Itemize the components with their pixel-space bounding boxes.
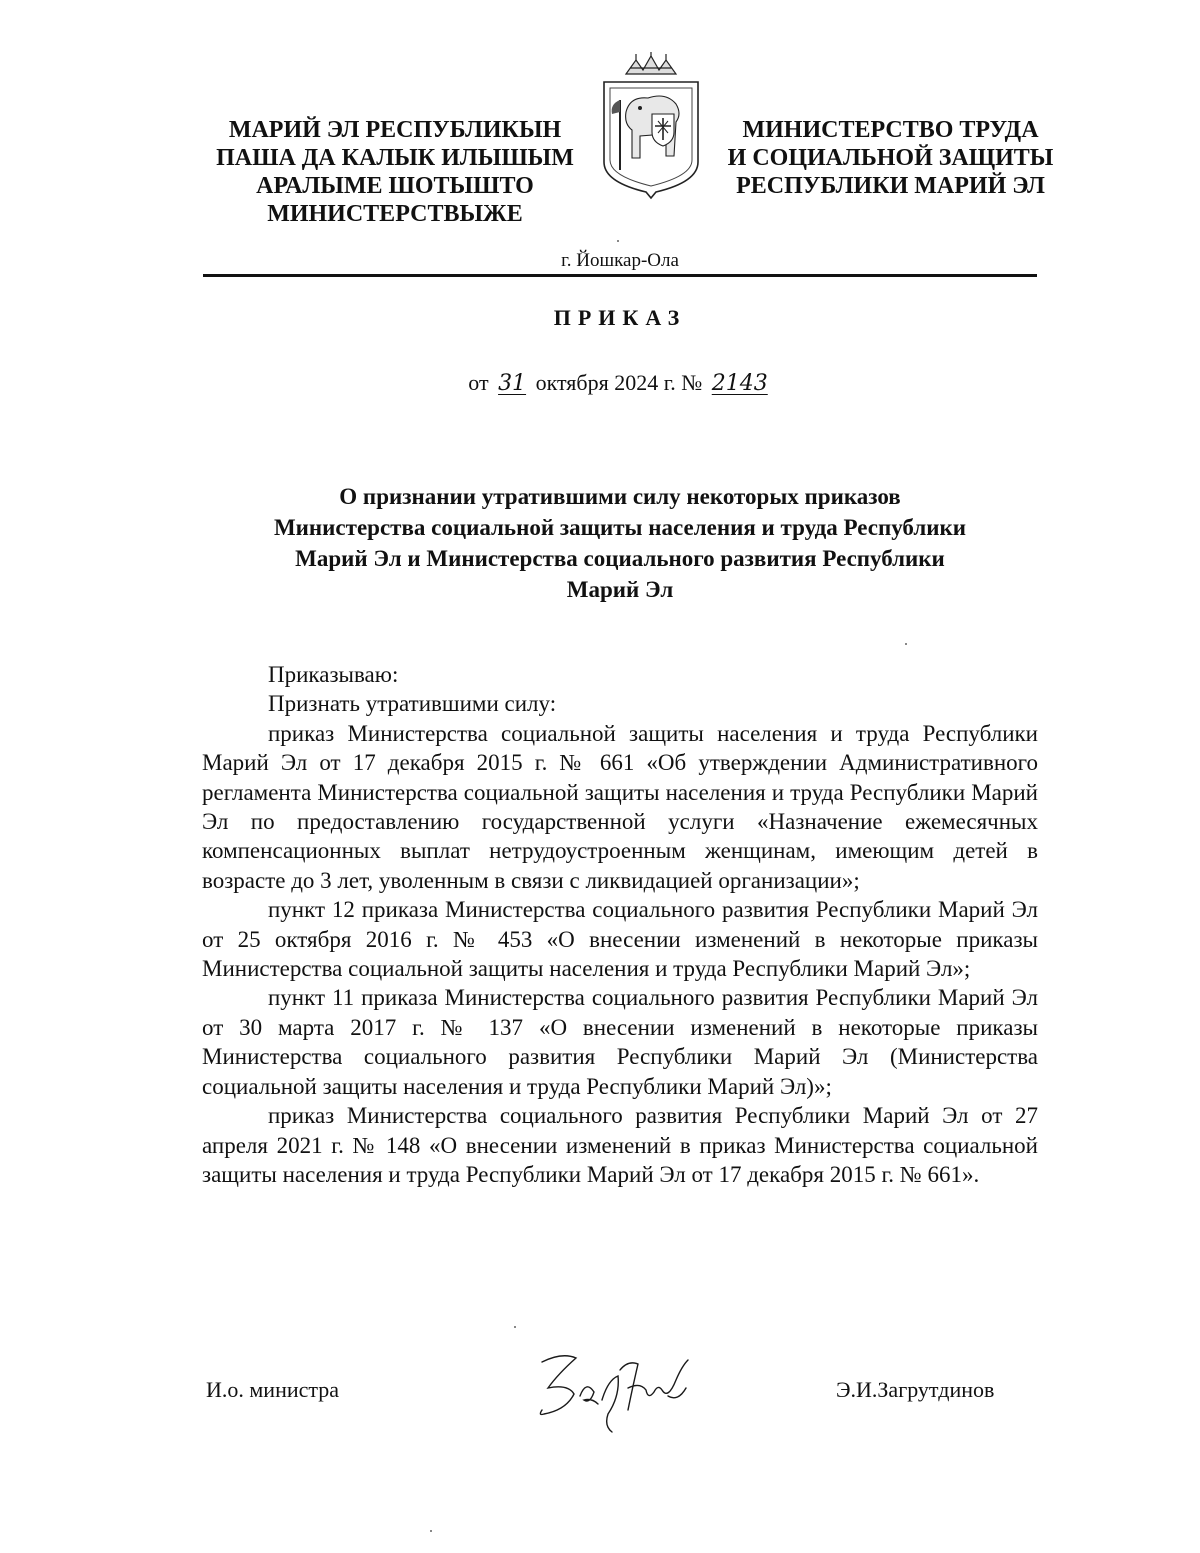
signatory-position: И.о. министра [206,1377,340,1402]
subject-line: Марий Эл [566,577,674,602]
header-divider [203,274,1037,277]
scan-speck [905,643,907,645]
city-label: г. Йошкар-Ола [561,250,679,271]
body-paragraph: приказ Министерства социального развития Республики Марий Эл от 27 апреля 2021 г. № 148 «О внесении изменений в приказ Министерства социальной защиты населения и труда Республики Марий Эл от 17 декабря 2015 г. № 661». [202,1103,1038,1187]
date-prefix: от [468,370,489,395]
order-body [202,660,1038,1189]
header-left-line: МИНИСТЕРСТВЫЖЕ [267,201,523,227]
header-left-block [200,116,590,228]
scan-speck [514,1326,516,1328]
header-right-line: МИНИСТЕРСТВО ТРУДА [742,117,1039,143]
body-paragraph: Признать утратившими силу: [268,691,557,717]
subject-line: Марий Эл и Министерства социального развития Республики [295,546,945,571]
coat-of-arms-icon [596,52,706,202]
date-day: 31 [498,371,527,396]
body-paragraph: пункт 12 приказа Министерства социального развития Республики Марий Эл от 25 октября 2016 г. № 453 «О внесении изменений в некоторые приказы Министерства социальной защиты населения и труда Республики Марий Эл»; [202,897,1038,982]
subject-line: О признании утратившими силу некоторых приказов [339,484,901,509]
document-type-title: ПРИКАЗ [553,305,687,330]
order-number: 2143 [711,371,768,396]
handwritten-signature-icon [528,1340,703,1440]
order-date-line [200,370,1040,396]
scan-speck [617,240,619,242]
subject-line: Министерства социальной защиты населения и труда Республики [273,515,967,540]
body-paragraph: пункт 11 приказа Министерства социального развития Республики Марий Эл от 30 марта 2017 г. № 137 «О внесении изменений в некоторые приказы Министерства социального развития Республики Марий Эл (Министерства социальной защиты населения и труда Республики Марий Эл)»; [202,985,1038,1099]
header-right-block [718,116,1063,200]
header-left-line: АРАЛЫМЕ ШОТЫШТО [256,173,534,199]
header-left-line: МАРИЙ ЭЛ РЕСПУБЛИКЫН [228,117,562,143]
body-paragraph: Приказываю: [268,662,399,687]
date-month-year: октября 2024 г. № [535,370,703,395]
scan-speck [430,1530,432,1532]
signatory-name: Э.И.Загрутдинов [836,1377,995,1402]
body-paragraph: приказ Министерства социальной защиты населения и труда Республики Марий Эл от 17 декабря 2015 г. № 661 «Об утверждении Административного регламента Министерства социальной защиты населения и труда Республики Марий Эл по предоставлению государственной услуги «Назначение ежемесячных компенсационных выплат нетрудоустроенным женщинам, имеющим детей в возрасте до 3 лет, уволенным в связи с ликвидацией организации»; [202,720,1038,893]
header-right-line: И СОЦИАЛЬНОЙ ЗАЩИТЫ [727,145,1054,171]
header-left-line: ПАША ДА КАЛЫК ИЛЫШЫМ [216,145,574,171]
header-right-line: РЕСПУБЛИКИ МАРИЙ ЭЛ [736,173,1045,199]
order-subject [200,481,1040,605]
